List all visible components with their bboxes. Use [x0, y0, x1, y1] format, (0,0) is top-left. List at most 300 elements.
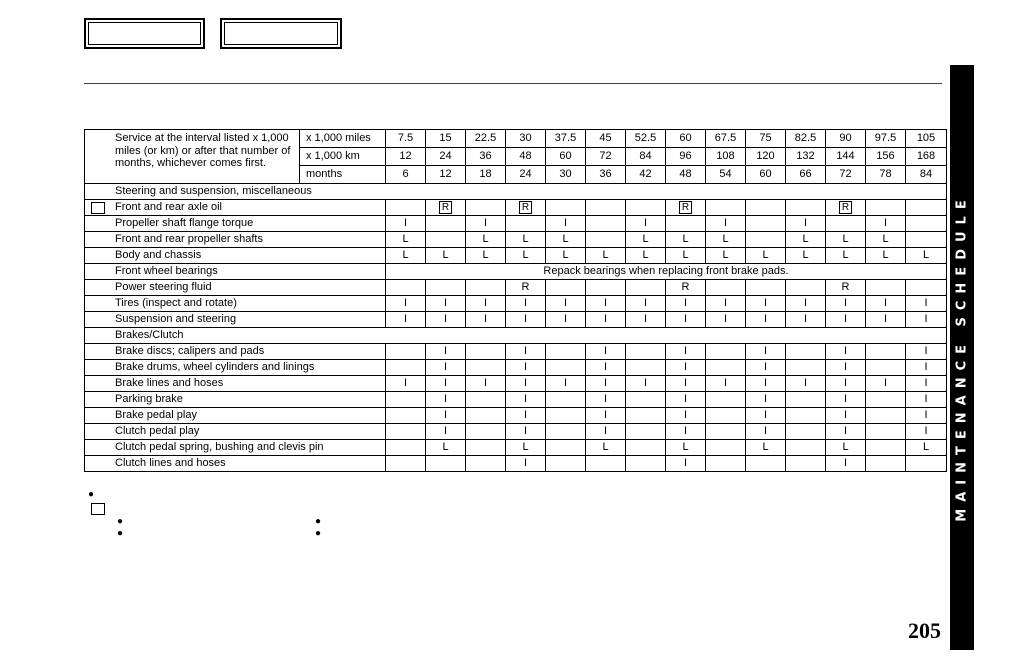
schedule-cell — [626, 312, 666, 328]
schedule-cell — [666, 200, 706, 216]
checkbox-icon — [91, 202, 105, 214]
schedule-mark: I — [683, 393, 688, 405]
schedule-cell — [706, 312, 746, 328]
schedule-cell — [466, 376, 506, 392]
schedule-cell — [906, 216, 947, 232]
schedule-cell — [386, 456, 426, 472]
schedule-cell — [546, 200, 586, 216]
schedule-cell — [666, 408, 706, 424]
schedule-cell — [746, 392, 786, 408]
row-label — [85, 344, 386, 360]
row-label — [85, 360, 386, 376]
schedule-cell — [386, 280, 426, 296]
schedule-mark: I — [523, 313, 528, 325]
schedule-mark: I — [563, 217, 568, 229]
schedule-cell — [906, 392, 947, 408]
schedule-cell — [826, 280, 866, 296]
table-row — [85, 312, 947, 328]
interval-value: 132 — [786, 148, 826, 166]
schedule-cell — [546, 312, 586, 328]
schedule-mark: I — [563, 297, 568, 309]
table-row — [85, 280, 947, 296]
schedule-mark: I — [523, 377, 528, 389]
schedule-mark: I — [443, 297, 448, 309]
schedule-mark: I — [803, 297, 808, 309]
schedule-cell — [866, 360, 906, 376]
schedule-cell — [866, 200, 906, 216]
interval-value: 78 — [866, 166, 906, 184]
schedule-mark: I — [443, 345, 448, 357]
schedule-cell — [826, 344, 866, 360]
schedule-cell — [386, 376, 426, 392]
schedule-cell — [546, 392, 586, 408]
interval-value: 67.5 — [706, 130, 746, 148]
schedule-cell — [786, 424, 826, 440]
section-row — [85, 184, 947, 200]
schedule-cell — [786, 200, 826, 216]
schedule-cell — [906, 248, 947, 264]
schedule-cell — [426, 440, 466, 456]
section-row — [85, 328, 947, 344]
schedule-mark: R — [521, 281, 530, 293]
schedule-mark: I — [683, 409, 688, 421]
maintenance-schedule-table — [84, 129, 947, 472]
schedule-mark: I — [683, 377, 688, 389]
interval-value: 96 — [666, 148, 706, 166]
schedule-cell — [466, 216, 506, 232]
schedule-cell — [386, 344, 426, 360]
table-row — [85, 456, 947, 472]
schedule-cell — [426, 344, 466, 360]
schedule-mark: I — [643, 313, 648, 325]
header-row — [85, 130, 947, 148]
footnote-bullet: ● — [117, 516, 124, 527]
schedule-cell — [506, 456, 546, 472]
schedule-mark: I — [563, 377, 568, 389]
schedule-cell — [666, 424, 706, 440]
schedule-cell — [506, 440, 546, 456]
schedule-cell — [906, 200, 947, 216]
schedule-cell — [426, 456, 466, 472]
interval-value: 144 — [826, 148, 866, 166]
schedule-mark: I — [843, 457, 848, 469]
schedule-cell — [866, 376, 906, 392]
schedule-mark: I — [443, 393, 448, 405]
schedule-cell — [826, 376, 866, 392]
interval-value: 60 — [746, 166, 786, 184]
interval-value: 12 — [386, 148, 426, 166]
interval-value: 108 — [706, 148, 746, 166]
schedule-mark: I — [603, 393, 608, 405]
schedule-cell — [826, 248, 866, 264]
schedule-cell — [746, 408, 786, 424]
table-row — [85, 296, 947, 312]
interval-value: 168 — [906, 148, 947, 166]
schedule-mark: L — [442, 441, 449, 453]
row-label-text: Brake drums, wheel cylinders and linings — [115, 361, 315, 373]
schedule-cell — [666, 216, 706, 232]
schedule-cell — [666, 344, 706, 360]
schedule-cell — [666, 456, 706, 472]
footnote-bullet: ● — [315, 516, 322, 527]
schedule-cell — [546, 248, 586, 264]
schedule-cell — [506, 280, 546, 296]
row-label-text: Tires (inspect and rotate) — [115, 297, 237, 309]
schedule-cell — [786, 440, 826, 456]
row-label — [85, 216, 386, 232]
schedule-cell — [866, 280, 906, 296]
schedule-cell — [906, 456, 947, 472]
row-label — [85, 312, 386, 328]
interval-value: 82.5 — [786, 130, 826, 148]
schedule-mark: I — [643, 217, 648, 229]
schedule-mark: I — [763, 409, 768, 421]
row-label-text: Front and rear axle oil — [115, 201, 222, 213]
schedule-cell — [506, 344, 546, 360]
schedule-mark: L — [402, 249, 409, 261]
boxed-replace-mark: R — [679, 201, 692, 214]
schedule-mark: I — [603, 377, 608, 389]
row-label — [85, 248, 386, 264]
schedule-cell — [386, 408, 426, 424]
schedule-cell — [626, 360, 666, 376]
schedule-mark: I — [803, 377, 808, 389]
schedule-cell — [666, 376, 706, 392]
schedule-mark: I — [603, 297, 608, 309]
schedule-mark: L — [682, 249, 689, 261]
schedule-mark: L — [602, 441, 609, 453]
schedule-cell — [706, 248, 746, 264]
unit-label: x 1,000 miles — [300, 130, 386, 148]
schedule-cell — [666, 280, 706, 296]
interval-value: 97.5 — [866, 130, 906, 148]
interval-value: 36 — [586, 166, 626, 184]
schedule-cell — [746, 216, 786, 232]
interval-value: 12 — [426, 166, 466, 184]
boxed-replace-mark: R — [439, 201, 452, 214]
schedule-cell — [826, 392, 866, 408]
schedule-cell — [386, 200, 426, 216]
schedule-mark: I — [883, 377, 888, 389]
schedule-mark: I — [443, 361, 448, 373]
interval-value: 18 — [466, 166, 506, 184]
schedule-cell — [506, 424, 546, 440]
schedule-mark: I — [483, 313, 488, 325]
schedule-cell — [706, 408, 746, 424]
schedule-mark: I — [843, 393, 848, 405]
schedule-cell — [546, 424, 586, 440]
section-title: Steering and suspension, miscellaneous — [85, 184, 947, 200]
schedule-cell — [786, 248, 826, 264]
schedule-mark: L — [802, 249, 809, 261]
schedule-mark: L — [842, 249, 849, 261]
table-row — [85, 264, 947, 280]
interval-value: 72 — [586, 148, 626, 166]
schedule-mark: I — [603, 361, 608, 373]
interval-value: 90 — [826, 130, 866, 148]
schedule-mark: I — [924, 425, 928, 437]
schedule-cell — [506, 296, 546, 312]
schedule-cell — [626, 200, 666, 216]
schedule-cell — [666, 248, 706, 264]
row-label-text: Parking brake — [115, 393, 183, 405]
footnote-bullet: ● — [88, 489, 95, 500]
schedule-cell — [426, 248, 466, 264]
schedule-cell — [866, 440, 906, 456]
interval-value: 105 — [906, 130, 947, 148]
interval-value: 7.5 — [386, 130, 426, 148]
schedule-cell — [466, 248, 506, 264]
schedule-cell — [826, 360, 866, 376]
schedule-mark: L — [522, 441, 529, 453]
row-label-text: Clutch pedal play — [115, 425, 200, 437]
schedule-mark: L — [642, 249, 649, 261]
schedule-mark: I — [924, 345, 928, 357]
table-row — [85, 344, 947, 360]
schedule-cell — [706, 456, 746, 472]
schedule-cell — [546, 360, 586, 376]
schedule-cell — [586, 408, 626, 424]
schedule-mark: L — [682, 441, 689, 453]
schedule-cell — [426, 392, 466, 408]
row-label — [85, 392, 386, 408]
schedule-cell — [626, 408, 666, 424]
schedule-mark: I — [683, 361, 688, 373]
schedule-cell — [666, 440, 706, 456]
schedule-mark: I — [924, 361, 928, 373]
schedule-mark: L — [922, 441, 930, 453]
schedule-mark: I — [763, 313, 768, 325]
schedule-cell — [626, 248, 666, 264]
schedule-mark: I — [883, 217, 888, 229]
schedule-cell — [786, 280, 826, 296]
schedule-cell — [426, 360, 466, 376]
interval-value: 120 — [746, 148, 786, 166]
schedule-mark: L — [882, 249, 889, 261]
interval-value: 52.5 — [626, 130, 666, 148]
schedule-cell — [786, 344, 826, 360]
row-label — [85, 296, 386, 312]
schedule-cell — [746, 280, 786, 296]
schedule-cell — [706, 344, 746, 360]
schedule-cell — [586, 392, 626, 408]
row-label-text: Front and rear propeller shafts — [115, 233, 263, 245]
schedule-mark: I — [483, 217, 488, 229]
interval-value: 30 — [506, 130, 546, 148]
schedule-cell — [746, 360, 786, 376]
schedule-mark: I — [523, 345, 528, 357]
schedule-cell — [466, 392, 506, 408]
schedule-mark: L — [722, 233, 729, 245]
schedule-mark: I — [683, 345, 688, 357]
row-label — [85, 264, 386, 280]
schedule-mark: I — [523, 393, 528, 405]
schedule-mark: I — [443, 377, 448, 389]
schedule-cell — [666, 360, 706, 376]
schedule-cell — [466, 200, 506, 216]
schedule-mark: I — [523, 297, 528, 309]
row-label-text: Body and chassis — [115, 249, 202, 261]
schedule-cell — [906, 408, 947, 424]
schedule-mark: L — [482, 233, 489, 245]
schedule-mark: I — [403, 313, 408, 325]
schedule-mark: I — [763, 377, 768, 389]
schedule-mark: I — [723, 297, 728, 309]
schedule-cell — [826, 408, 866, 424]
schedule-mark: I — [924, 393, 928, 405]
interval-value: 60 — [546, 148, 586, 166]
schedule-mark: I — [723, 217, 728, 229]
schedule-cell — [546, 456, 586, 472]
interval-value: 45 — [586, 130, 626, 148]
schedule-cell — [466, 280, 506, 296]
schedule-mark: I — [523, 361, 528, 373]
table-row — [85, 408, 947, 424]
interval-value: 24 — [506, 166, 546, 184]
schedule-mark: I — [723, 377, 728, 389]
schedule-cell — [546, 216, 586, 232]
schedule-cell — [746, 456, 786, 472]
schedule-cell — [866, 232, 906, 248]
interval-value: 48 — [506, 148, 546, 166]
schedule-cell — [586, 216, 626, 232]
interval-value: 60 — [666, 130, 706, 148]
row-label — [85, 232, 386, 248]
schedule-cell — [826, 216, 866, 232]
schedule-cell — [386, 312, 426, 328]
row-label-text: Brake pedal play — [115, 409, 197, 421]
schedule-mark: I — [443, 313, 448, 325]
row-label — [85, 200, 386, 216]
schedule-cell — [866, 392, 906, 408]
interval-value: 42 — [626, 166, 666, 184]
schedule-cell — [826, 296, 866, 312]
schedule-cell — [426, 200, 466, 216]
schedule-cell — [786, 312, 826, 328]
row-label — [85, 456, 386, 472]
schedule-cell — [786, 216, 826, 232]
table-row — [85, 392, 947, 408]
schedule-mark: I — [683, 425, 688, 437]
schedule-mark: I — [683, 313, 688, 325]
schedule-cell — [386, 248, 426, 264]
schedule-mark: I — [843, 297, 848, 309]
schedule-mark: I — [683, 457, 688, 469]
schedule-cell — [546, 440, 586, 456]
schedule-mark: I — [603, 345, 608, 357]
schedule-mark: L — [402, 233, 409, 245]
row-label-text: Clutch lines and hoses — [115, 457, 226, 469]
schedule-mark: I — [683, 297, 688, 309]
schedule-mark: L — [642, 233, 649, 245]
interval-value: 54 — [706, 166, 746, 184]
schedule-cell — [466, 296, 506, 312]
table-row — [85, 424, 947, 440]
schedule-mark: I — [483, 377, 488, 389]
schedule-cell — [506, 232, 546, 248]
schedule-mark: I — [643, 377, 648, 389]
schedule-cell — [906, 280, 947, 296]
table-row — [85, 248, 947, 264]
boxed-replace-mark: R — [839, 201, 852, 214]
schedule-mark: I — [403, 297, 408, 309]
schedule-mark: L — [442, 249, 449, 261]
schedule-mark: L — [602, 249, 609, 261]
schedule-cell — [586, 376, 626, 392]
interval-value: 72 — [826, 166, 866, 184]
interval-value: 48 — [666, 166, 706, 184]
unit-label: x 1,000 km — [300, 148, 386, 166]
table-row — [85, 232, 947, 248]
schedule-cell — [906, 376, 947, 392]
schedule-mark: I — [603, 409, 608, 421]
interval-value: 30 — [546, 166, 586, 184]
schedule-mark: I — [443, 425, 448, 437]
schedule-cell — [506, 408, 546, 424]
schedule-mark: L — [802, 233, 809, 245]
service-interval-text: Service at the interval listed x 1,000 miles (or km) or after that number of months, whichever comes first. — [85, 130, 300, 184]
schedule-cell — [626, 216, 666, 232]
schedule-cell — [746, 296, 786, 312]
table-row — [85, 200, 947, 216]
schedule-cell — [746, 424, 786, 440]
schedule-cell — [506, 360, 546, 376]
schedule-cell — [786, 360, 826, 376]
row-label — [85, 408, 386, 424]
section-title: Brakes/Clutch — [85, 328, 947, 344]
schedule-cell — [546, 408, 586, 424]
schedule-cell — [626, 440, 666, 456]
schedule-cell — [426, 408, 466, 424]
schedule-cell — [826, 424, 866, 440]
schedule-mark: L — [762, 441, 769, 453]
schedule-cell — [866, 344, 906, 360]
schedule-cell — [706, 216, 746, 232]
page-number: 205 — [908, 618, 941, 643]
schedule-mark: I — [523, 425, 528, 437]
schedule-cell — [626, 232, 666, 248]
schedule-cell — [466, 456, 506, 472]
schedule-mark: I — [843, 377, 848, 389]
schedule-cell — [746, 344, 786, 360]
schedule-mark: L — [762, 249, 769, 261]
schedule-cell — [866, 312, 906, 328]
schedule-mark: I — [843, 345, 848, 357]
schedule-cell — [466, 408, 506, 424]
unit-label: months — [300, 166, 386, 184]
schedule-cell — [426, 232, 466, 248]
schedule-cell — [426, 296, 466, 312]
row-label-text: Front wheel bearings — [115, 265, 218, 277]
row-note: Repack bearings when replacing front brake pads. — [386, 264, 947, 280]
schedule-cell — [786, 376, 826, 392]
schedule-cell — [546, 344, 586, 360]
schedule-cell — [866, 408, 906, 424]
interval-value: 84 — [626, 148, 666, 166]
schedule-cell — [706, 424, 746, 440]
schedule-mark: I — [763, 393, 768, 405]
schedule-mark: L — [682, 233, 689, 245]
schedule-cell — [506, 216, 546, 232]
footnote-bullet: ● — [315, 528, 322, 539]
schedule-cell — [746, 312, 786, 328]
schedule-cell — [626, 376, 666, 392]
schedule-cell — [746, 200, 786, 216]
schedule-mark: L — [522, 233, 529, 245]
interval-value: 24 — [426, 148, 466, 166]
schedule-mark: I — [924, 409, 928, 421]
schedule-cell — [746, 440, 786, 456]
